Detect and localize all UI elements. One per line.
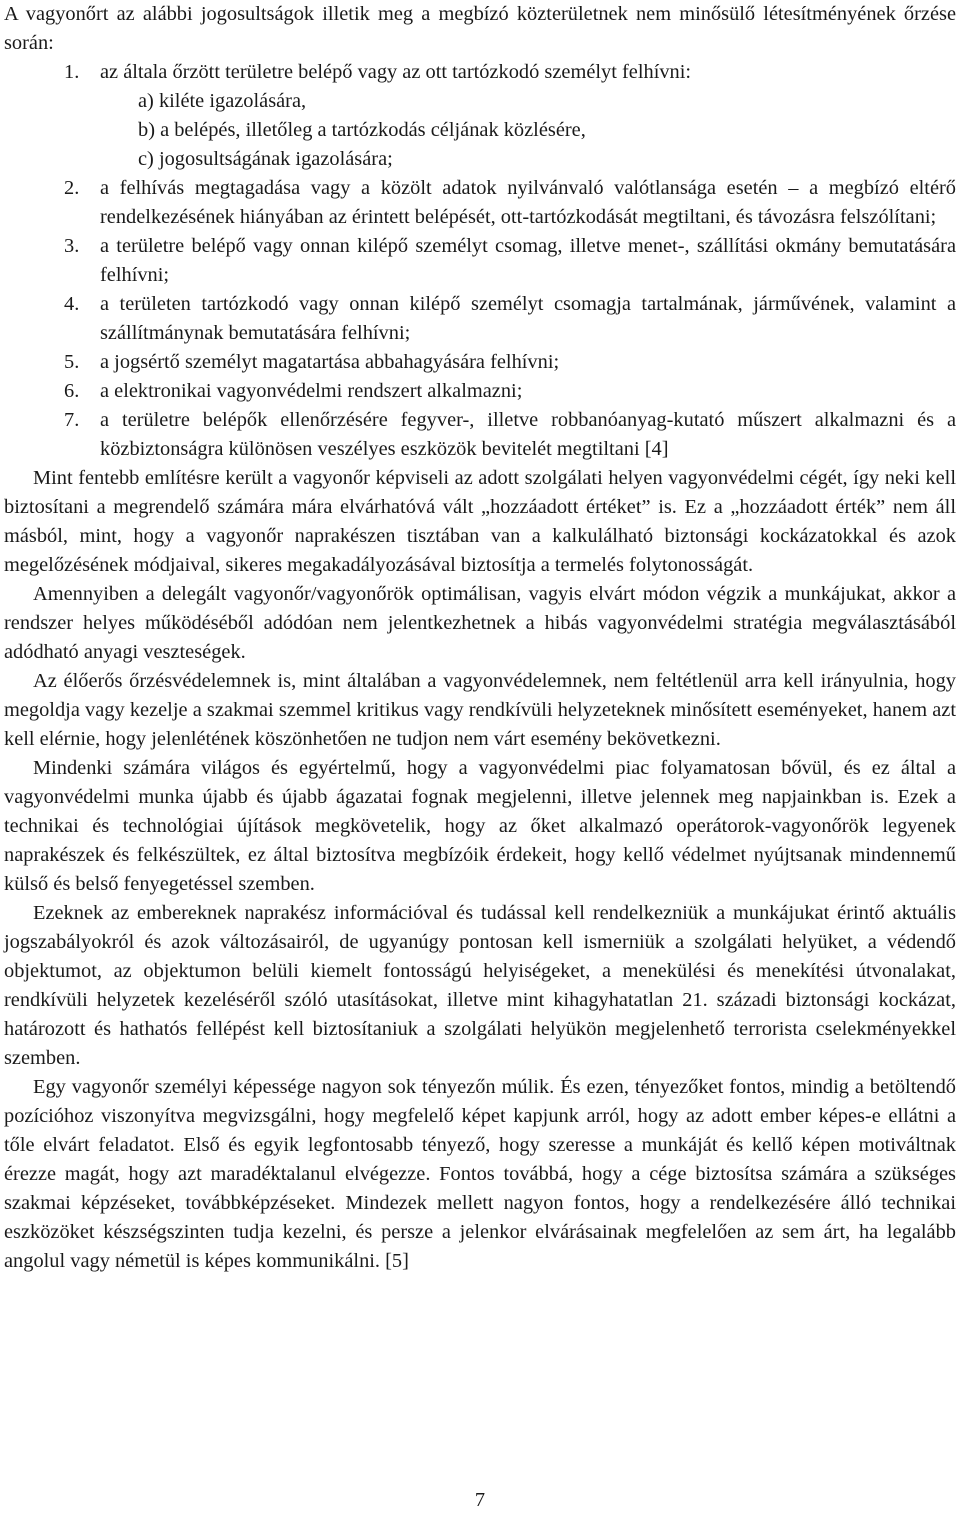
item-number: 4.: [64, 293, 80, 315]
item-text: a területen tartózkodó vagy onnan kilépő személyt csomagja tartalmának, járművének, valamint a szállítmánynak bemutatására felhívni;: [100, 293, 956, 344]
item-text: a területre belépők ellenőrzésére fegyver-, illetve robbanóanyag-kutató műszert alkalmazni és a közbiztonságra különösen veszélyes eszközök bevitelét megtiltani [4]: [100, 409, 956, 460]
sub-item: b) a belépés, illetőleg a tartózkodás céljának közlésére,: [138, 119, 586, 141]
item-number: 6.: [64, 380, 80, 402]
list-item: [4, 174, 956, 232]
body-paragraph: Egy vagyonőr személyi képessége nagyon sok tényezőn múlik. És ezen, tényezőket fontos, mindig a betöltendő pozícióhoz viszonyítva megvizsgálni, hogy megfelelő képet kapjunk arról, hogy az adott ember képes-e ellátni a tőle elvárt feladatot. Első és egyik legfontosabb tényező, hogy szeresse a munkáját és kellő képen motiváltnak érezze magát, hogy azt maradéktalanul elvégezze. Fontos továbbá, hogy a cége biztosítsa számára a szükséges szakmai képzéseket, továbbképzéseket. Mindezek mellett nagyon fontos, hogy a rendelkezésére álló technikai eszközöket készségszinten tudja kezelni, és persze a jelenkor elvárásainak megfelelően az sem árt, ha legalább angolul vagy németül is képes kommunikálni. [5]: [4, 1076, 956, 1272]
body-paragraph: Mindenki számára világos és egyértelmű, hogy a vagyonvédelmi piac folyamatosan bővül, és ez által a vagyonvédelmi munka újabb és újabb ágazatai fognak megjelenni, illetve jelennek meg napjainkban is. Ezek a technikai és technológiai újítások megkövetelik, hogy az őket alkalmazó operátorok-vagyonőrök legyenek naprakészek és felkészültek, ez által biztosítva megbízóik érdekeit, hogy kellő védelmet nyújtsanak mindennemű külső és belső fenyegetéssel szemben.: [4, 757, 956, 895]
rights-list: [4, 58, 956, 87]
item-text: a területre belépő vagy onnan kilépő személyt csomag, illetve menet-, szállítási okmány bemutatására felhívni;: [100, 235, 956, 286]
body-paragraph: Ezeknek az embereknek naprakész információval és tudással kell rendelkezniük a munkájukat érintő aktuális jogszabályokról és azok változásairól, de ugyanúgy pontosan kell ismerniük a szolgálati helyüket, a védendő objektumot, az objektumon belüli kiemelt fontosságú helyiségeket, a menekülési és menekítési útvonalakat, rendkívüli helyzetek kezeléséről szóló utasításokat, illetve mint kihagyhatatlan 21. századi biztonsági kockázat, határozott és hathatós fellépést kell biztosítaniuk a szolgálati helyükön megjelenhető terrorista cselekményekkel szemben.: [4, 902, 956, 1069]
item-number: 2.: [64, 177, 80, 199]
body-paragraph: Az élőerős őrzésvédelemnek is, mint általában a vagyonvédelemnek, nem feltétlenül arra kell irányulnia, hogy megoldja vagy kezelje a szakmai szemmel kritikus vagy rendkívüli helyzeteknek minősített eseményeket, hanem azt kell elérnie, hogy jelenlétének köszönhetően ne tudjon nem várt esemény bekövetkezni.: [4, 670, 956, 750]
list-item: [4, 348, 956, 377]
item-text: az általa őrzött területre belépő vagy az ott tartózkodó személyt felhívni:: [100, 61, 692, 83]
sub-item: c) jogosultságának igazolására;: [138, 148, 393, 170]
item-number: 3.: [64, 235, 80, 257]
list-item: [4, 232, 956, 290]
list-item: [4, 290, 956, 348]
rights-list-continued: [4, 174, 956, 464]
item-number: 5.: [64, 351, 80, 373]
sub-item: a) kiléte igazolására,: [138, 90, 307, 112]
page-number: 7: [474, 1489, 486, 1511]
item-number: 1.: [64, 61, 80, 83]
item-number: 7.: [64, 409, 80, 431]
list-item: [4, 58, 956, 87]
document-page: [4, 0, 956, 1276]
body-paragraph: Mint fentebb említésre került a vagyonőr képviseli az adott szolgálati helyen vagyonvédelmi cégét, így neki kell biztosítani a megrendelő számára mára elvárhatóvá vált „hozzáadott értéket” is. Ez a „hozzáadott érték” nem áll másból, mint, hogy a vagyonőr naprakészen tisztában van a kalkulálható biztonsági kockázatokkal és azok megelőzésének módjaival, sikeres megakadályozásával biztosítja a termelés folytonosságát.: [4, 467, 956, 576]
list-item: [4, 377, 956, 406]
sub-list: [4, 87, 956, 174]
list-item: [4, 406, 956, 464]
body-paragraph: Amennyiben a delegált vagyonőr/vagyonőrök optimálisan, vagyis elvárt módon végzik a munkájukat, akkor a rendszer helyes működéséből adódóan nem jelentkezhetnek a hibás vagyonvédelmi stratégia megválasztásából adódható anyagi veszteségek.: [4, 583, 956, 663]
intro-paragraph: A vagyonőrt az alábbi jogosultságok illetik meg a megbízó közterületnek nem minősülő létesítményének őrzése során:: [4, 3, 956, 54]
item-text: a felhívás megtagadása vagy a közölt adatok nyilvánvaló valótlansága esetén – a megbízó eltérő rendelkezésének hiányában az érintett belépését, ott-tartózkodását megtiltani, és távozásra felszólítani;: [100, 177, 956, 228]
item-text: a elektronikai vagyonvédelmi rendszert alkalmazni;: [100, 380, 523, 402]
item-text: a jogsértő személyt magatartása abbahagyására felhívni;: [100, 351, 560, 373]
